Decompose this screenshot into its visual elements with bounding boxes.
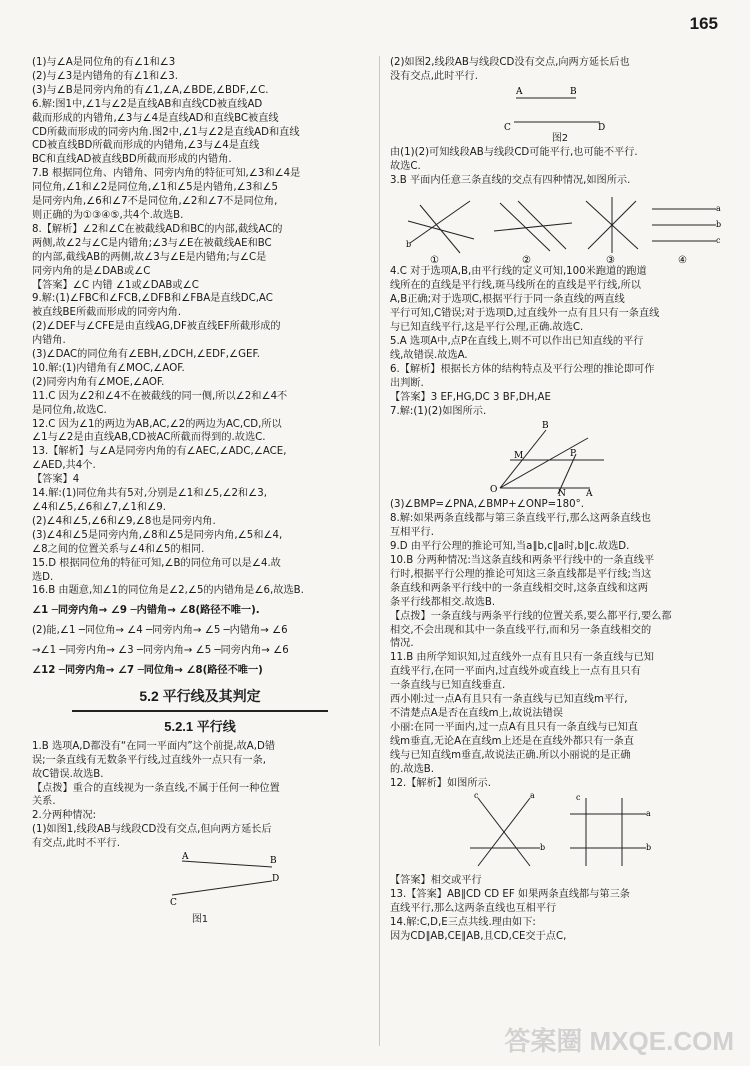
text-line: 同位角,∠1和∠2是同位角,∠1和∠5是内错角,∠3和∠5	[32, 182, 279, 194]
page-number: 165	[689, 14, 718, 33]
site-watermark: 答案圈 MXQE.COM	[504, 1026, 734, 1056]
svg-text:P: P	[570, 449, 577, 460]
text-line: 故C错误.故选B.	[32, 768, 104, 780]
text-line: 因为CD∥AB,CE∥AB,且CD,CE交于点C,	[390, 931, 567, 943]
text-line: 11.B 由所学知识知,过直线外一点有且只有一条直线与已知	[390, 652, 654, 664]
svg-text:A: A	[586, 489, 593, 499]
text-line: 13.【解析】与∠A是同旁内角的有∠AEC,∠ADC,∠ACE,	[32, 446, 287, 458]
text-line: 选D.	[32, 571, 54, 583]
text-line: 情况.	[390, 638, 414, 650]
text-line: (2)同旁内角有∠MOE,∠AOF.	[32, 376, 165, 388]
text-line: 【答案】3 EF,HG,DC 3 BF,DH,AE	[390, 391, 551, 403]
text-line: 11.C 因为∠2和∠4不在被截线的同一侧,所以∠2和∠4不	[32, 390, 288, 402]
text-line: 关系.	[32, 796, 56, 808]
text-line: 内错角.	[32, 335, 66, 347]
figure-7	[390, 418, 730, 498]
text-line: 线,故错误.故选A.	[390, 349, 468, 361]
figure-2-caption: 图2	[551, 132, 569, 144]
svg-text:O: O	[490, 485, 498, 496]
figure-2	[390, 84, 730, 132]
text-line: (1)与∠A是同位角的有∠1和∠3	[32, 57, 176, 68]
subsection-title: 5.2.1 平行线	[164, 718, 236, 734]
column-divider	[379, 56, 380, 1046]
right-lines-d	[390, 498, 730, 790]
text-line: (3)∠BMP=∠PNA,∠BMP+∠ONP=180°.	[390, 499, 584, 511]
text-line: 8.【解析】∠2和∠C在被截线AD和BC的内部,截线AC的	[32, 223, 283, 235]
text-line: 一条直线与已知直线垂直.	[390, 680, 506, 692]
text-line: 1.B 选项A,D都没有“在同一平面内”这个前提,故A,D错	[32, 740, 276, 752]
chain-diagram	[32, 604, 368, 678]
text-line: 12.【解析】如图所示.	[390, 777, 491, 789]
text-line: 由(1)(2)可知线段AB与线段CD可能平行,也可能不平行.	[390, 146, 638, 158]
text-line: BC和直线AD被直线BD所截而形成的内错角.	[32, 154, 232, 166]
text-line: 行时,根据平行公理的推论可知这三条直线都是平行线;当这	[390, 568, 652, 580]
text-line: 【答案】∠C 内错 ∠1或∠DAB或∠C	[32, 279, 199, 291]
svg-text:b: b	[406, 240, 412, 250]
section-title: 5.2 平行线及其判定	[139, 687, 261, 704]
text-line: 14.解:C,D,E三点共线.理由如下:	[390, 917, 536, 929]
text-line: (3)∠4和∠5是同旁内角,∠8和∠5是同旁内角,∠5和∠4,	[32, 529, 283, 541]
text-line: 误;一条直线有无数条平行线,过直线外一点只有一条,	[32, 754, 267, 766]
text-line: 出判断.	[390, 377, 424, 389]
text-line: 9.解:(1)∠FBC和∠FCB,∠DFB和∠FBA是直线DC,AC	[32, 293, 273, 305]
fig3-label-1: ①	[430, 255, 439, 266]
text-line: 相交,不会出现和其中一条直线平行,而和另一条直线相交的	[390, 624, 652, 636]
figure-12	[390, 790, 730, 874]
text-line: 6.解:图1中,∠1与∠2是直线AB和直线CD被直线AD	[32, 98, 263, 110]
svg-text:M: M	[514, 451, 524, 462]
text-line: 西小刚:过一点A有且只有一条直线与已知直线m平行,	[390, 694, 628, 706]
left-section-lines	[32, 740, 368, 851]
text-line: 没有交点,此时平行.	[390, 70, 478, 82]
svg-text:c: c	[576, 793, 581, 803]
text-line: 不清楚点A是否在直线m上,故说法错误	[390, 708, 563, 719]
text-line: 6.【解析】根据长方体的结构特点及平行公理的推论即可作	[390, 363, 655, 375]
svg-text:a: a	[530, 791, 535, 801]
text-line: (2)如图2,线段AB与线段CD没有交点,向两方延长后也	[390, 57, 630, 68]
fig12-parallel	[570, 793, 651, 866]
text-line: 直线平行,在同一平面内,过直线外或直线上一点有且只有	[390, 666, 641, 678]
svg-text:c: c	[474, 791, 479, 801]
text-line: 条直线和两条平行线中的一条直线相交时,这条直线和这两	[390, 582, 648, 594]
text-line: CD所截而形成的同旁内角.图2中,∠1与∠2是直线AD和直线	[32, 126, 300, 138]
text-line: ∠4和∠5,∠6和∠7,∠1和∠9.	[32, 502, 166, 513]
text-line: 【答案】4	[32, 474, 80, 486]
text-line: 7.解:(1)(2)如图所示.	[390, 405, 487, 417]
text-line: 14.解:(1)同位角共有5对,分别是∠1和∠5,∠2和∠3,	[32, 488, 267, 500]
fig3-case-3	[586, 197, 638, 253]
fig12-crossing	[470, 791, 545, 866]
svg-text:b: b	[646, 843, 652, 853]
svg-text:b: b	[540, 843, 546, 853]
text-line: 平行可知,C错误;对于选项D,过直线外一点有且只有一条直线	[390, 308, 660, 320]
text-line: 9.D 由平行公理的推论可知,当a∥b,c∥a时,b∥c.故选D.	[390, 541, 630, 553]
text-line: (2)∠4和∠5,∠6和∠9,∠8也是同旁内角.	[32, 515, 216, 527]
text-line: 条平行线都相交.故选B.	[390, 596, 496, 608]
section-rule	[72, 710, 328, 712]
text-line: 10.解:(1)内错角有∠MOC,∠AOF.	[32, 362, 185, 374]
text-line: 小丽:在同一平面内,过一点A有且只有一条直线与已知直	[390, 721, 638, 733]
fig3-label-2: ②	[522, 255, 531, 266]
text-line: 是同位角,故选C.	[32, 404, 107, 416]
text-line: 的.故选B.	[390, 763, 435, 775]
svg-text:a: a	[716, 204, 721, 214]
text-line: (3)∠DAC的同位角有∠EBH,∠DCH,∠EDF,∠GEF.	[32, 349, 260, 361]
svg-text:B: B	[270, 856, 277, 867]
text-line: 【点拨】重合的直线视为一条直线,不属于任何一种位置	[32, 782, 280, 794]
text-line: CD被直线BD所截而形成的内错角,∠3与∠4是直线	[32, 140, 260, 152]
text-line: (1)如图1,线段AB与线段CD没有交点,但向两方延长后	[32, 824, 272, 836]
text-line: 5.A 选项A中,点P在直线上,则不可以作出已知直线的平行	[390, 335, 644, 347]
svg-text:A: A	[516, 86, 523, 97]
fig3-label-3: ③	[606, 255, 615, 266]
left-answer-lines	[32, 56, 368, 598]
text-line: (2)∠DEF与∠CFE是由直线AG,DF被直线EF所截形成的	[32, 321, 281, 333]
text-line: 两侧,故∠2与∠C是内错角;∠3与∠E在被截线AE和BC	[32, 237, 272, 249]
chain-row-4: ∠12 ─同旁内角→ ∠7 ─同位角→ ∠8(路径不唯一)	[32, 665, 263, 677]
svg-text:a: a	[646, 809, 651, 819]
text-line: 线与已知直线m垂直,故说法正确.所以小丽说的是正确	[390, 749, 631, 761]
svg-text:C: C	[170, 898, 177, 909]
figure-3	[390, 187, 730, 265]
text-line: 2.分两种情况:	[32, 810, 97, 822]
svg-text:D: D	[598, 122, 606, 132]
text-line: (2)与∠3是内错角的有∠1和∠3.	[32, 70, 179, 82]
text-line: 是同旁内角,∠6和∠7不是同位角,∠2和∠7不是同位角,	[32, 196, 278, 208]
svg-text:b: b	[716, 220, 722, 230]
svg-text:C: C	[504, 122, 511, 132]
text-line: 有交点,此时不平行.	[32, 838, 120, 850]
svg-text:B: B	[542, 421, 549, 432]
text-line: 【答案】相交或平行	[390, 875, 482, 887]
text-line: 的内部,截线AB的两侧,故∠3与∠E是内错角;与∠C是	[32, 251, 267, 263]
chain-row-1: ∠1 ─同旁内角→ ∠9 ─内错角→ ∠8(路径不唯一).	[32, 605, 260, 617]
text-line: ∠AED,共4个.	[32, 460, 96, 472]
text-line: 13.【答案】AB∥CD CD EF 如果两条直线都与第三条	[390, 889, 630, 901]
chain-row-2: (2)能,∠1 ─同位角→ ∠4 ─同旁内角→ ∠5 ─内错角→ ∠6	[32, 625, 288, 637]
text-line: (3)与∠B是同旁内角的有∠1,∠A,∠BDE,∠BDF,∠C.	[32, 84, 269, 96]
text-line: 7.B 根据同位角、内错角、同旁内角的特征可知,∠3和∠4是	[32, 168, 301, 180]
fig3-label-4: ④	[678, 255, 687, 266]
text-line: 直线平行,那么这两条直线也互相平行	[390, 903, 557, 915]
text-line: 4.C 对于选项A,B,由平行线的定义可知,100米跑道的跑道	[390, 266, 647, 278]
text-line: 被直线BE所截而形成的同旁内角.	[32, 307, 182, 319]
right-lines-a	[390, 56, 730, 84]
text-line: 16.B 由题意,知∠1的同位角是∠2,∠5的内错角是∠6,故选B.	[32, 585, 304, 597]
right-column	[390, 56, 730, 944]
svg-text:B: B	[570, 86, 577, 97]
fig3-case-4	[652, 204, 721, 245]
text-line: 3.B 平面内任意三条直线的交点有四种情况,如图所示.	[390, 174, 631, 186]
left-column	[32, 56, 368, 927]
fig3-case-1	[406, 201, 474, 253]
svg-text:N: N	[558, 489, 566, 499]
text-line: 互相平行.	[390, 527, 434, 539]
fig3-case-2	[494, 201, 572, 251]
text-line: 同旁内角的是∠DAB或∠C	[32, 265, 151, 277]
text-line: 线所在的直线是平行线,斑马线所在的直线是平行线,所以	[390, 280, 641, 292]
text-line: 则正确的为①③④⑤,共4个.故选B.	[32, 209, 184, 221]
text-line: 12.C 因为∠1的两边为AB,AC,∠2的两边为AC,CD,所以	[32, 418, 282, 430]
svg-text:D: D	[272, 874, 280, 885]
text-line: 【点拨】一条直线与两条平行线的位置关系,要么都平行,要么都	[390, 610, 672, 622]
svg-text:A: A	[182, 852, 189, 863]
text-line: ∠8之间的位置关系与∠4和∠5的相同.	[32, 543, 205, 555]
text-line: 故选C.	[390, 160, 421, 172]
text-line: 10.B 分两种情况:当这条直线和两条平行线中的一条直线平	[390, 555, 655, 567]
text-line: 15.D 根据同位角的特征可知,∠B的同位角可以是∠4.故	[32, 557, 281, 569]
text-line: A,B正确;对于选项C,根据平行于同一条直线的两直线	[390, 294, 625, 306]
text-line: 截而形成的内错角,∠3与∠4是直线AD和直线BC被直线	[32, 112, 279, 124]
text-line: 线m垂直,无论A在直线m上还是在直线外都只有一条直	[390, 735, 634, 747]
right-lines-c	[390, 265, 730, 418]
text-line: ∠1与∠2是由直线AB,CD被AC所截而得到的.故选C.	[32, 432, 266, 444]
figure-1	[32, 851, 368, 913]
right-lines-b	[390, 146, 730, 188]
svg-text:c: c	[716, 236, 721, 246]
text-line: 8.解:如果两条直线都与第三条直线平行,那么这两条直线也	[390, 513, 651, 525]
chain-row-3: →∠1 ─同旁内角→ ∠3 ─同旁内角→ ∠5 ─同旁内角→ ∠6	[32, 645, 289, 657]
figure-1-caption: 图1	[191, 914, 209, 926]
text-line: 与已知直线平行,这是平行公理,正确.故选C.	[390, 322, 584, 334]
right-lines-e	[390, 874, 730, 944]
